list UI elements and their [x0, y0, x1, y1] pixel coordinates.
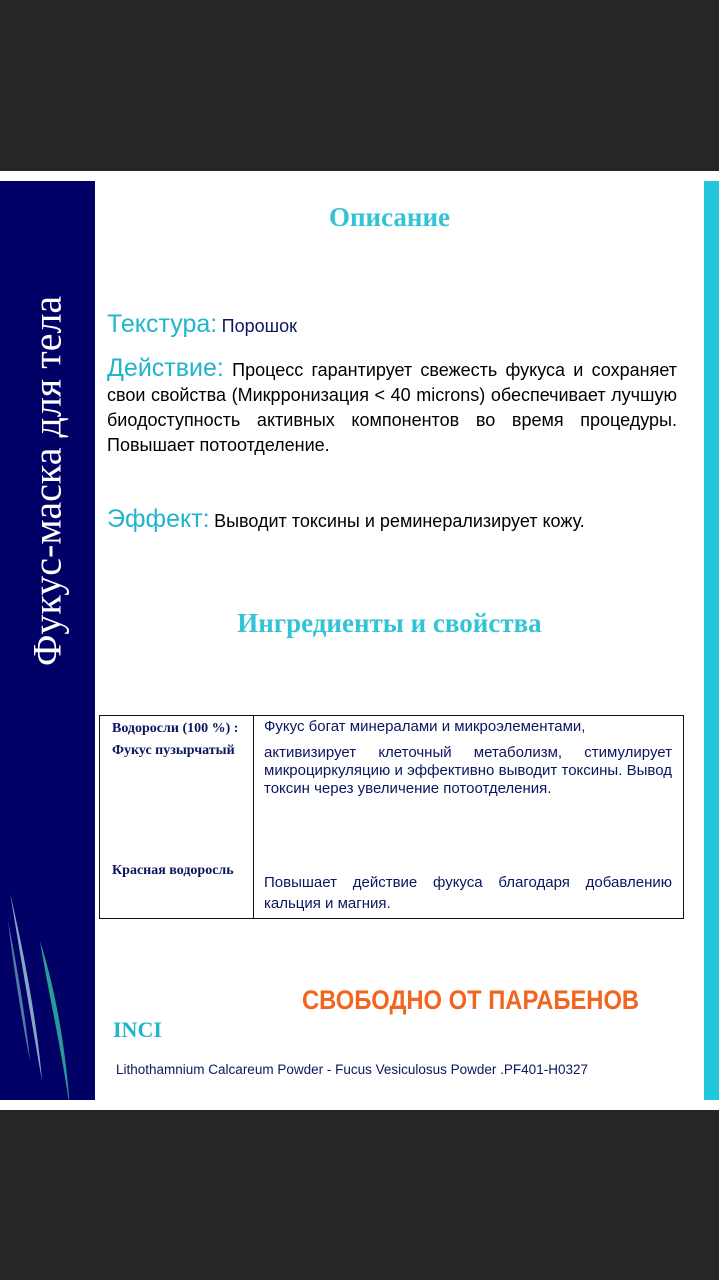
inci-ingredients: Lithothamnium Calcareum Powder - Fucus Vesiculosus Powder .PF401-H0327	[116, 1062, 588, 1077]
action-paragraph	[107, 356, 677, 458]
inci-title: INCI	[113, 1017, 162, 1042]
right-accent-band	[704, 181, 719, 1100]
ingredient-description: Повышает действие фукуса благодаря добавлению кальция и магния.	[264, 874, 672, 912]
effect-line	[107, 505, 585, 534]
table-column-divider	[253, 716, 254, 918]
ingredient-description: Фукус богат минералами и микроэлементами,	[264, 718, 586, 735]
seaweed-leaves-illustration	[0, 881, 95, 1100]
ingredient-description: активизирует клеточный метаболизм, стимулирует микроциркуляцию и эффективно выводит токсины. Вывод токсин через увеличение потоотделения.	[264, 744, 672, 797]
texture-line	[107, 310, 297, 339]
ingredient-name: Водоросли (100 %) : Фукус пузырчатый	[112, 721, 239, 758]
action-value: Процесс гарантирует свежесть фукуса и сохраняет свои свойства (Микрронизация < 40 microns) обеспечивает лучшую биодоступность активных компонентов во время процедуры. Повышает потоотделение.	[107, 360, 677, 455]
action-label: Действие:	[107, 354, 224, 382]
texture-label: Текстура:	[107, 310, 218, 338]
ingredients-heading: Ингредиенты и свойства	[237, 608, 542, 638]
effect-value: Выводит токсины и реминерализирует кожу.	[214, 511, 585, 531]
slide	[0, 171, 719, 1110]
effect-label: Эффект:	[107, 505, 210, 533]
vertical-title: Фукус-маска для тела	[24, 295, 70, 667]
ingredients-table	[99, 715, 684, 919]
paraben-free-banner: СВОБОДНО ОТ ПАРАБЕНОВ	[302, 985, 640, 1015]
texture-value: Порошок	[221, 316, 297, 336]
ingredient-name: Красная водоросль	[112, 863, 234, 878]
left-title-band	[0, 181, 95, 1100]
description-heading: Описание	[328, 202, 451, 232]
